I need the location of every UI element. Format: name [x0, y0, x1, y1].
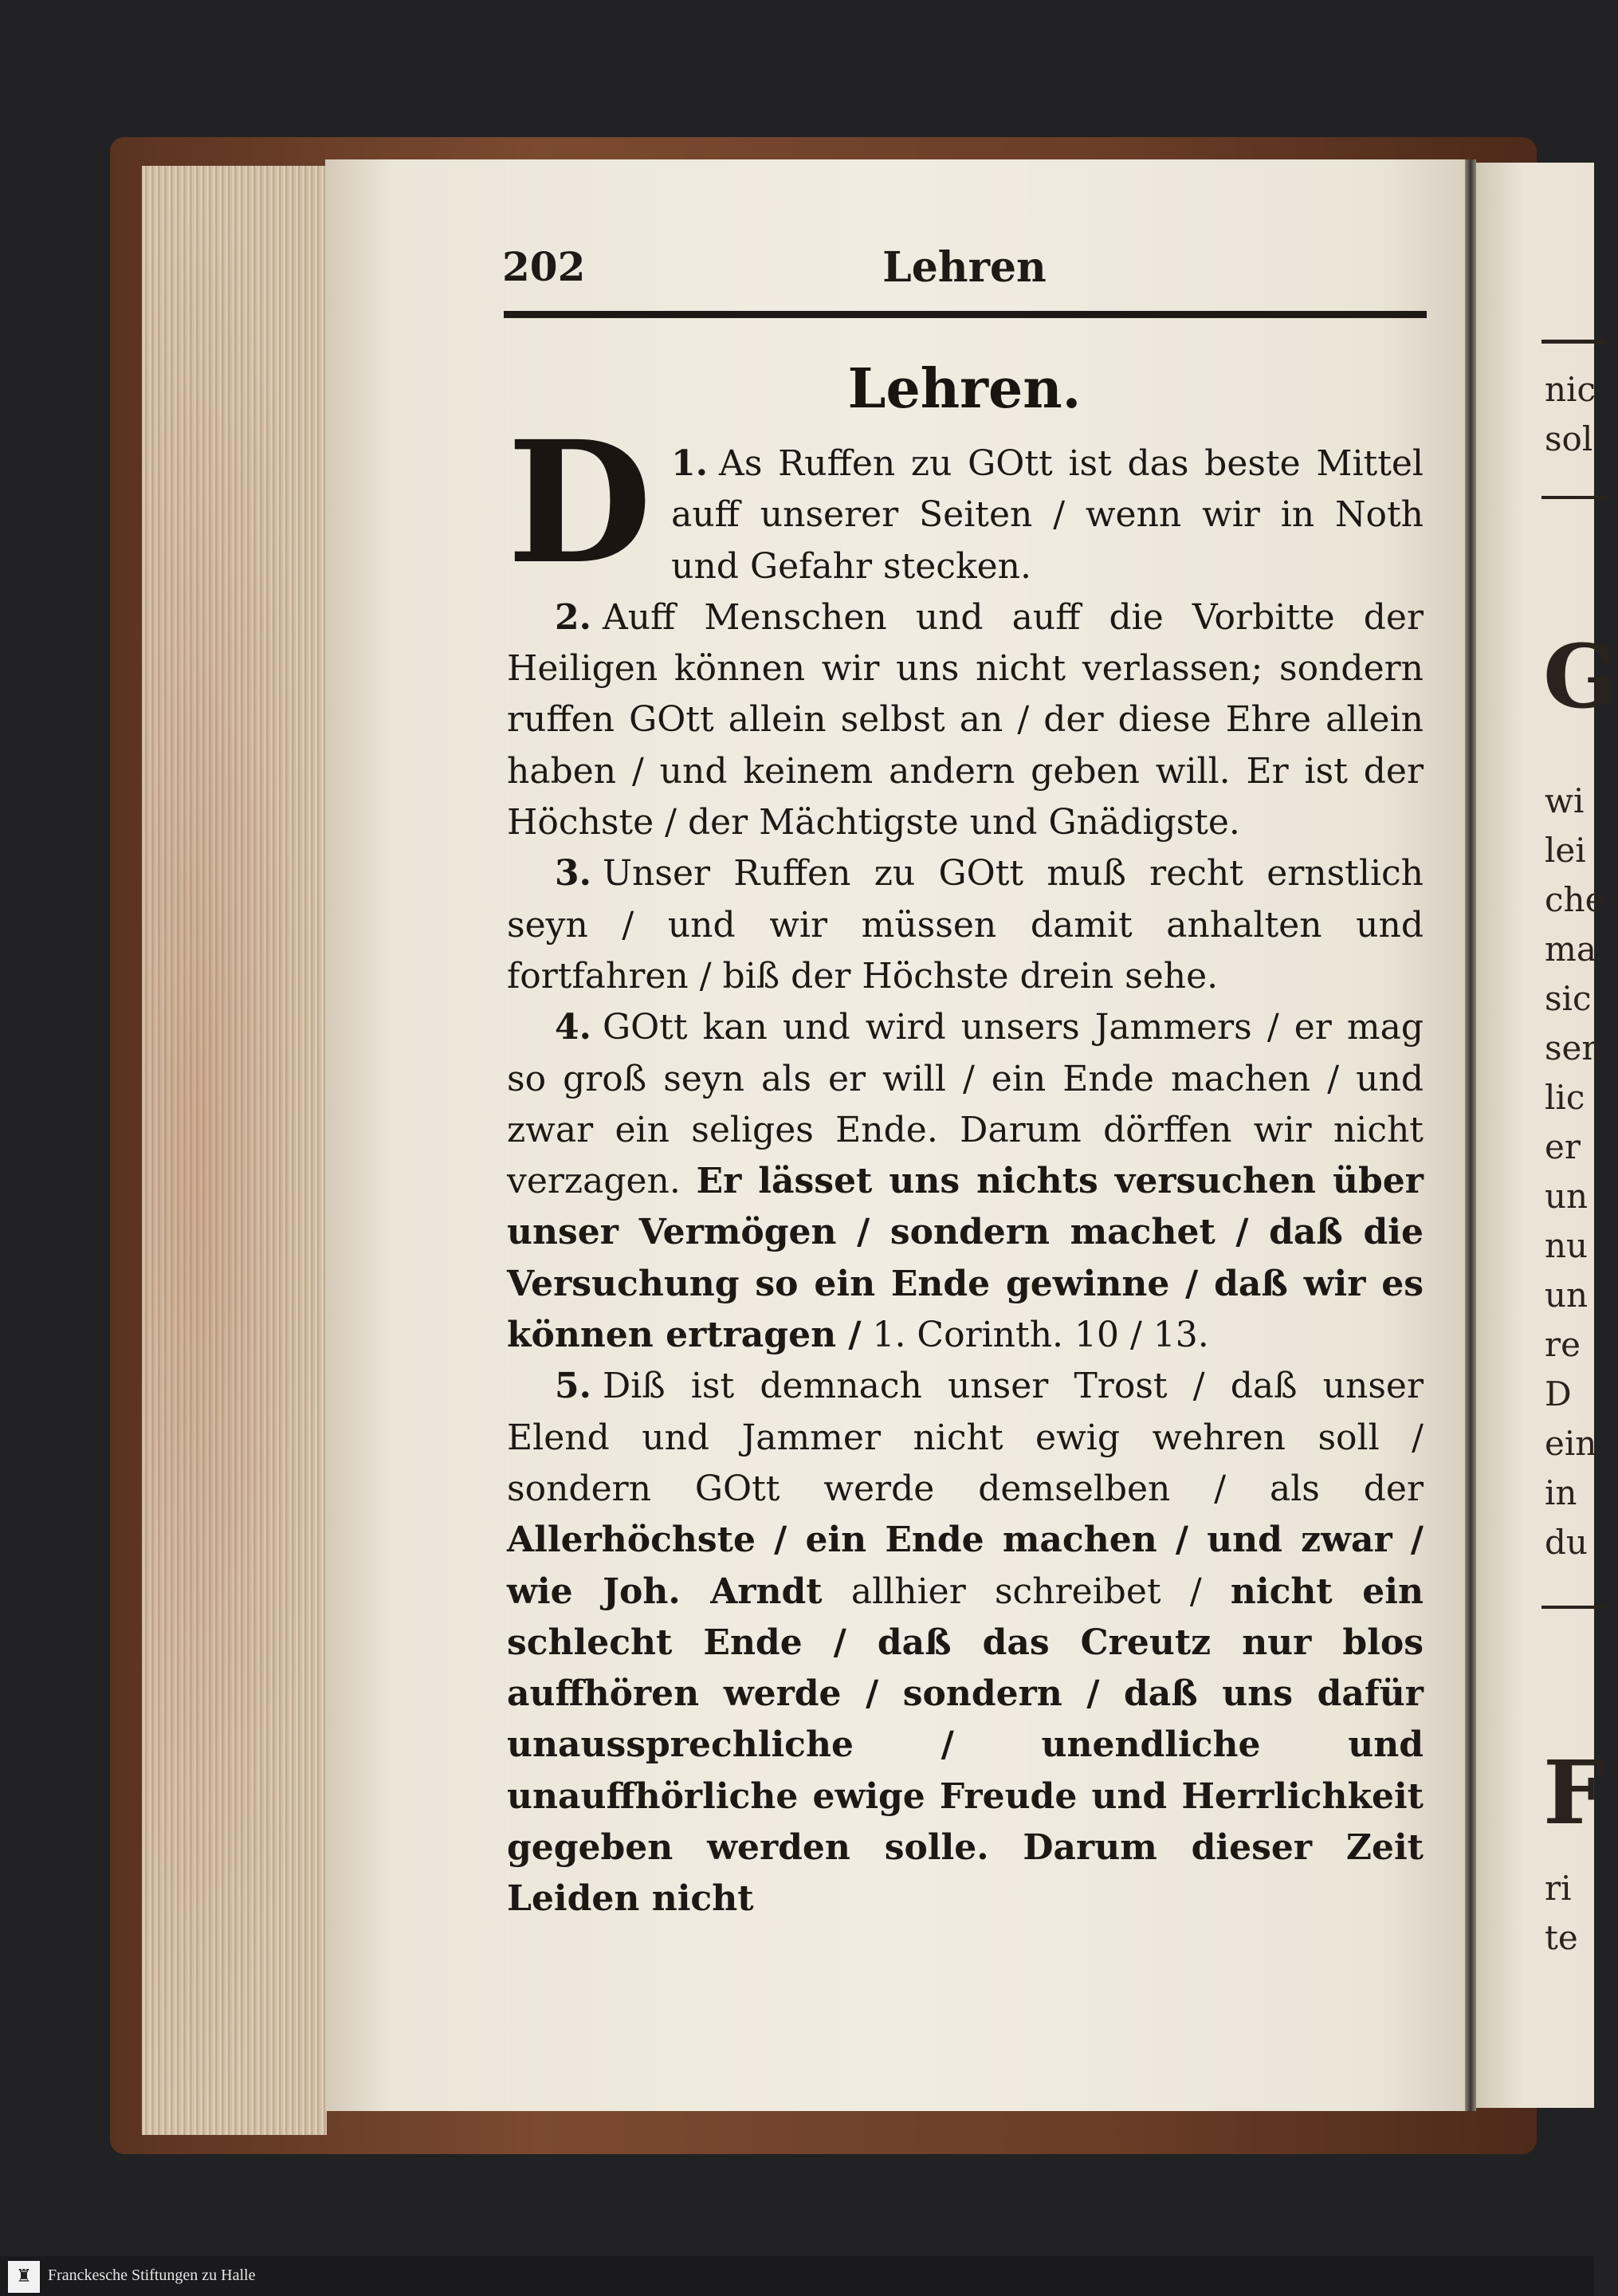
- next-page-fragment: wi: [1545, 781, 1585, 820]
- paragraph-2: [507, 592, 1424, 848]
- next-page-fragment: re: [1545, 1325, 1581, 1364]
- page-number: 202: [502, 243, 586, 290]
- institution-logo-icon: ♜: [8, 2261, 40, 2293]
- paragraph-number: 1.: [671, 443, 709, 484]
- page-edges: [142, 166, 327, 2135]
- next-page-fragment: du: [1545, 1523, 1588, 1562]
- emphasis-text-continued: nicht ein schlecht Ende / daß das Creutz nur blos auffhören werde / sondern / daß uns dafür unaussprechliche / unendliche und unauffhörliche ewige Freude und Herrlichkeit gegeben werden solle. Darum dieser Zeit Leiden nicht: [507, 1571, 1424, 1920]
- paragraph-5: [507, 1361, 1424, 1924]
- paragraph-4: [507, 1002, 1424, 1361]
- paragraph-text-continued: allhier schreibet /: [850, 1571, 1202, 1612]
- next-page-fragment: sol: [1545, 419, 1593, 458]
- header-rule: [504, 311, 1427, 318]
- paragraph-text: As Ruffen zu GOtt ist das beste Mittel auff unserer Seiten / wenn wir in Noth und Gefahr stecken.: [671, 443, 1424, 587]
- next-page-fragment: in: [1545, 1473, 1577, 1512]
- next-page-fragment: che: [1545, 880, 1605, 919]
- next-page-rule: [1541, 1606, 1605, 1609]
- scripture-quote: Er lässet uns nichts versuchen über unser Vermögen / sondern machet / daß die Versuchung so ein Ende gewinne / daß wir es können ertragen /: [507, 1161, 1424, 1356]
- right-page-edge: [1476, 163, 1618, 2108]
- next-page-fragment: ma: [1545, 930, 1596, 969]
- scripture-reference: 1. Corinth. 10 / 13.: [872, 1315, 1209, 1356]
- emphasis-text: Allerhöchste / ein Ende machen / und zwar / wie Joh. Arndt: [507, 1520, 1424, 1612]
- next-page-fragment: D: [1545, 1374, 1572, 1413]
- paragraph-1: [507, 404, 1424, 601]
- page-header: [502, 243, 1427, 299]
- body-text: [507, 404, 1424, 1925]
- paragraph-number: 3.: [555, 853, 591, 894]
- footer-institution: Franckesche Stiftungen zu Halle: [48, 2267, 256, 2284]
- paragraph-number: 4.: [555, 1007, 591, 1048]
- next-page-fragment: lic: [1545, 1078, 1585, 1117]
- paragraph-text: Unser Ruffen zu GOtt muß recht ernstlich seyn / und wir müssen damit anhalten und fortfahren / biß der Höchste drein sehe.: [507, 853, 1424, 997]
- paragraph-number: 5.: [555, 1366, 591, 1407]
- next-page-fragment: ein: [1545, 1424, 1597, 1463]
- next-page-fragment: un: [1545, 1177, 1589, 1216]
- running-head: Lehren: [882, 243, 1047, 292]
- paragraph-3: [507, 848, 1424, 1002]
- next-page-fragment: ri: [1545, 1869, 1572, 1908]
- next-page-fragment: te: [1545, 1918, 1578, 1957]
- next-page-fragment: er: [1545, 1127, 1581, 1166]
- section-title: Lehren.: [847, 357, 1082, 421]
- next-page-rule: [1541, 496, 1605, 499]
- book-gutter: [1465, 159, 1476, 2111]
- next-page-fragment: G: [1543, 625, 1618, 728]
- paragraph-text: Auff Menschen und auff die Vorbitte der Heiligen können wir uns nicht verlassen; sondern ruffen GOtt allein selbst an / der diese Ehre allein haben / und keinem andern geben will. Er ist der Höchste / der Mächtigste und Gnädigste.: [507, 596, 1424, 843]
- next-page-fragment: nu: [1545, 1226, 1589, 1265]
- paragraph-text: GOtt kan und wird unsers Jammers / er mag so groß seyn als er will / ein Ende machen / und zwar ein seliges Ende. Darum dörffen wir nicht verzagen.: [507, 1007, 1424, 1202]
- next-page-fragment: sic: [1545, 979, 1592, 1018]
- next-page-fragment: sen: [1545, 1028, 1604, 1067]
- next-page-rule: [1541, 340, 1605, 344]
- drop-cap: D: [507, 404, 653, 601]
- next-page-fragment: un: [1545, 1276, 1589, 1315]
- next-page-fragment: lei: [1545, 831, 1586, 870]
- paragraph-number: 2.: [555, 596, 591, 638]
- next-page-fragment: F: [1543, 1741, 1606, 1844]
- next-page-fragment: nic: [1545, 370, 1596, 409]
- paragraph-text: Diß ist demnach unser Trost / daß unser Elend und Jammer nicht ewig wehren soll / sondern GOtt werde demselben / als der: [507, 1366, 1424, 1509]
